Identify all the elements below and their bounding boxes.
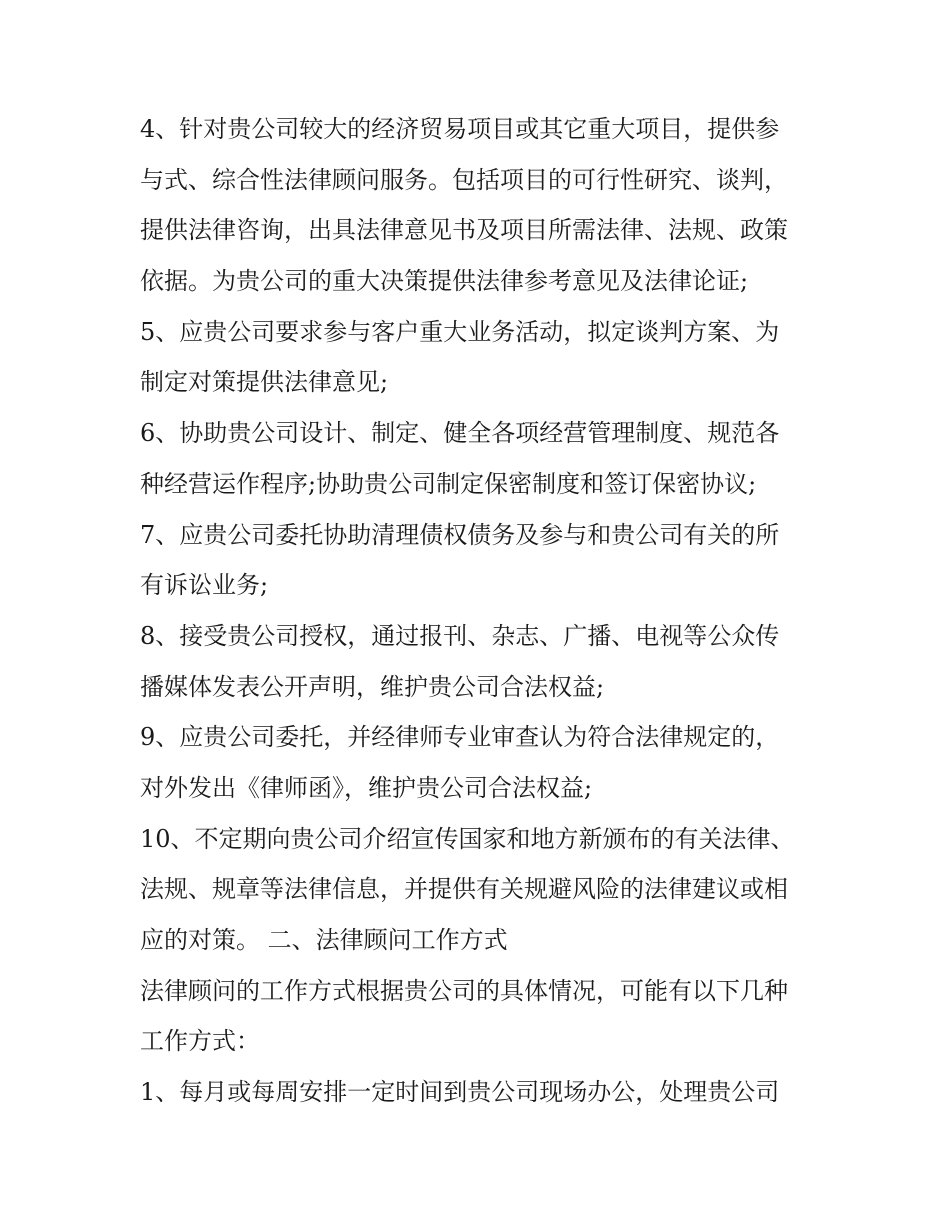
text-line: 5、应贵公司要求参与客户重大业务活动，拟定谈判方案、为 — [140, 317, 780, 346]
document-body — [140, 104, 830, 1118]
text-line: 有诉讼业务; — [140, 571, 269, 600]
text-line: 制定对策提供法律意见; — [140, 368, 389, 397]
text-line: 法律顾问的工作方式根据贵公司的具体情况，可能有以下几种 — [140, 976, 788, 1005]
text-line: 7、应贵公司委托协助清理债权债务及参与和贵公司有关的所 — [140, 520, 780, 549]
text-line: 8、接受贵公司授权，通过报刊、杂志、广播、电视等公众传 — [140, 621, 780, 650]
text-line: 应的对策。 二、法律顾问工作方式 — [140, 926, 508, 954]
text-line: 9、应贵公司委托，并经律师专业审查认为符合法律规定的， — [140, 723, 780, 752]
text-line: 依据。为贵公司的重大决策提供法律参考意见及法律论证; — [140, 267, 749, 296]
text-line: 对外发出《律师函》，维护贵公司合法权益; — [140, 773, 593, 802]
text-line: 提供法律咨询，出具法律意见书及项目所需法律、法规、政策 — [140, 216, 788, 245]
text-line: 法规、规章等法律信息，并提供有关规避风险的法律建议或相 — [140, 875, 788, 904]
text-line: 4、针对贵公司较大的经济贸易项目或其它重大项目，提供参 — [140, 115, 780, 143]
text-line: 种经营运作程序;协助贵公司制定保密制度和签订保密协议; — [140, 469, 757, 498]
text-line: 1、每月或每周安排一定时间到贵公司现场办公，处理贵公司 — [140, 1078, 780, 1107]
text-line: 播媒体发表公开声明，维护贵公司合法权益; — [140, 672, 605, 701]
text-line: 6、协助贵公司设计、制定、健全各项经营管理制度、规范各 — [140, 419, 780, 448]
text-line: 工作方式： — [140, 1027, 260, 1056]
text-line: 10、不定期向贵公司介绍宣传国家和地方新颁布的有关法律、 — [140, 824, 795, 853]
text-line: 与式、综合性法律顾问服务。包括项目的可行性研究、谈判， — [140, 165, 788, 194]
